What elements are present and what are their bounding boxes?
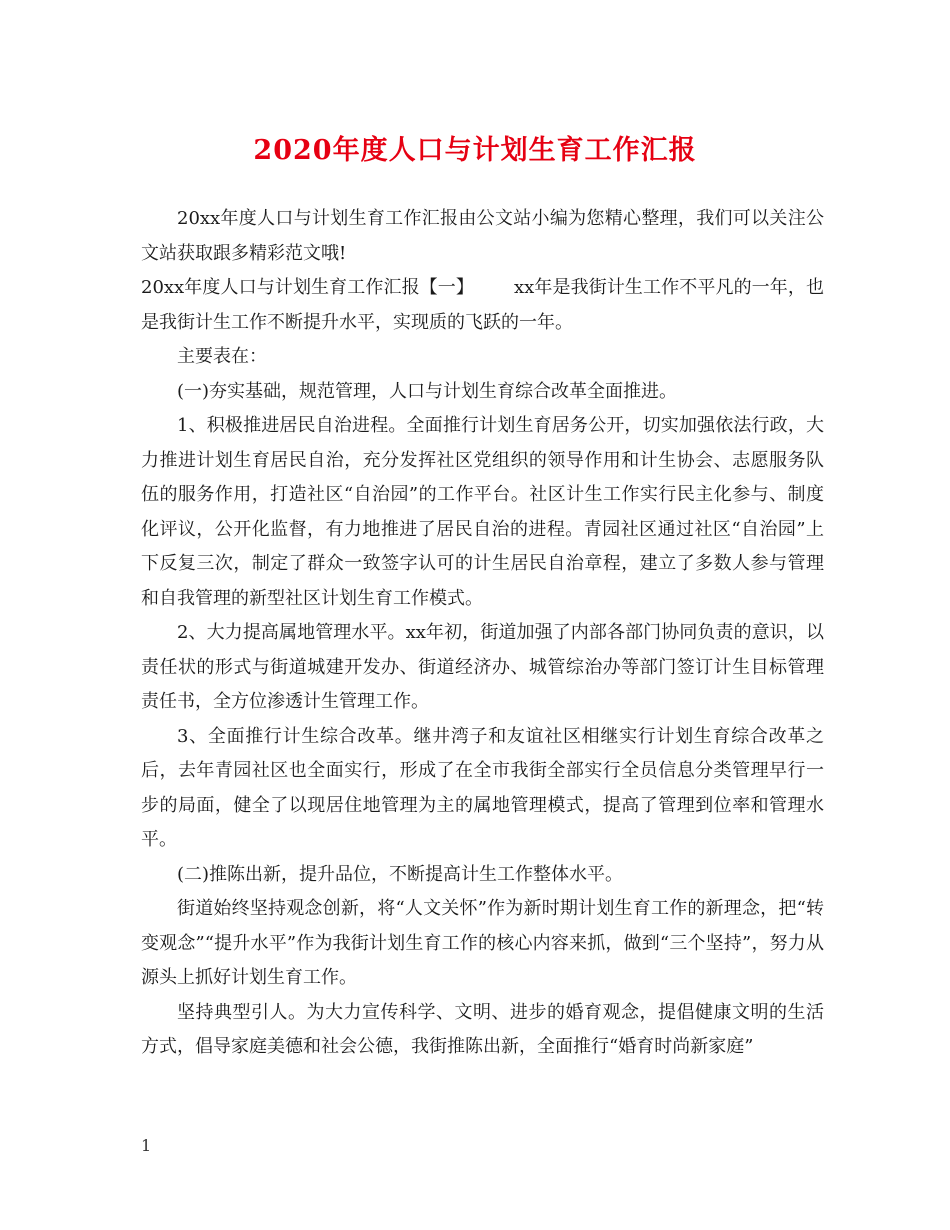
- document-title: 2020年度人口与计划生育工作汇报: [253, 135, 697, 166]
- section-heading: 20xx年度人口与计划生育工作汇报【一】: [141, 277, 474, 298]
- body-paragraph: (一)夯实基础，规范管理，人口与计划生育综合改革全面推进。: [177, 380, 678, 402]
- intro-paragraph: 20xx年度人口与计划生育工作汇报由公文站小编为您精心整理，我们可以关注公文站获取跟多精彩范文哦!: [141, 208, 824, 264]
- body-paragraph: 1、积极推进居民自治进程。全面推行计划生育居务公开，切实加强依法行政，大力推进计划生育居民自治，充分发挥社区党组织的领导作用和计生协会、志愿服务队伍的服务作用，打造社区“自治园”的工作平台。社区计生工作实行民主化参与、制度化评议，公开化监督，有力地推进了居民自治的进程。青园社区通过社区“自治园”上下反复三次，制定了群众一致签字认可的计生居民自治章程，建立了多数人参与管理和自我管理的新型社区计划生育工作模式。: [141, 415, 824, 609]
- document-body: [141, 202, 824, 1065]
- body-paragraph: (二)推陈出新，提升品位，不断提高计生工作整体水平。: [177, 863, 624, 885]
- body-paragraph: 坚持典型引人。为大力宣传科学、文明、进步的婚育观念，提倡健康文明的生活方式，倡导家庭美德和社会公德，我街推陈出新，全面推行“婚育时尚新家庭”: [141, 1001, 824, 1057]
- section-paragraph: [141, 271, 824, 340]
- body-paragraph: 3、全面推行计生综合改革。继井湾子和友谊社区相继实行计划生育综合改革之后，去年青园社区也全面实行，形成了在全市我街全部实行全员信息分类管理早行一步的局面，健全了以现居住地管理为主的属地管理模式，提高了管理到位率和管理水平。: [141, 725, 824, 850]
- section-text: xx年是我街计生工作不平凡的一年，也是我街计生工作不断提升水平，实现质的飞跃的一年。: [141, 277, 824, 333]
- body-paragraph: 2、大力提高属地管理水平。xx年初，街道加强了内部各部门协同负责的意识，以责任状的形式与街道城建开发办、街道经济办、城管综治办等部门签订计生目标管理责任书，全方位渗透计生管理工作。: [141, 622, 824, 712]
- body-paragraph: 街道始终坚持观念创新，将“人文关怀”作为新时期计划生育工作的新理念，把“转变观念”“提升水平”作为我街计划生育工作的核心内容来抓，做到“三个坚持”，努力从源头上抓好计划生育工作。: [141, 898, 824, 988]
- page-number: 1: [141, 1136, 152, 1155]
- body-paragraph: 主要表在：: [177, 346, 267, 367]
